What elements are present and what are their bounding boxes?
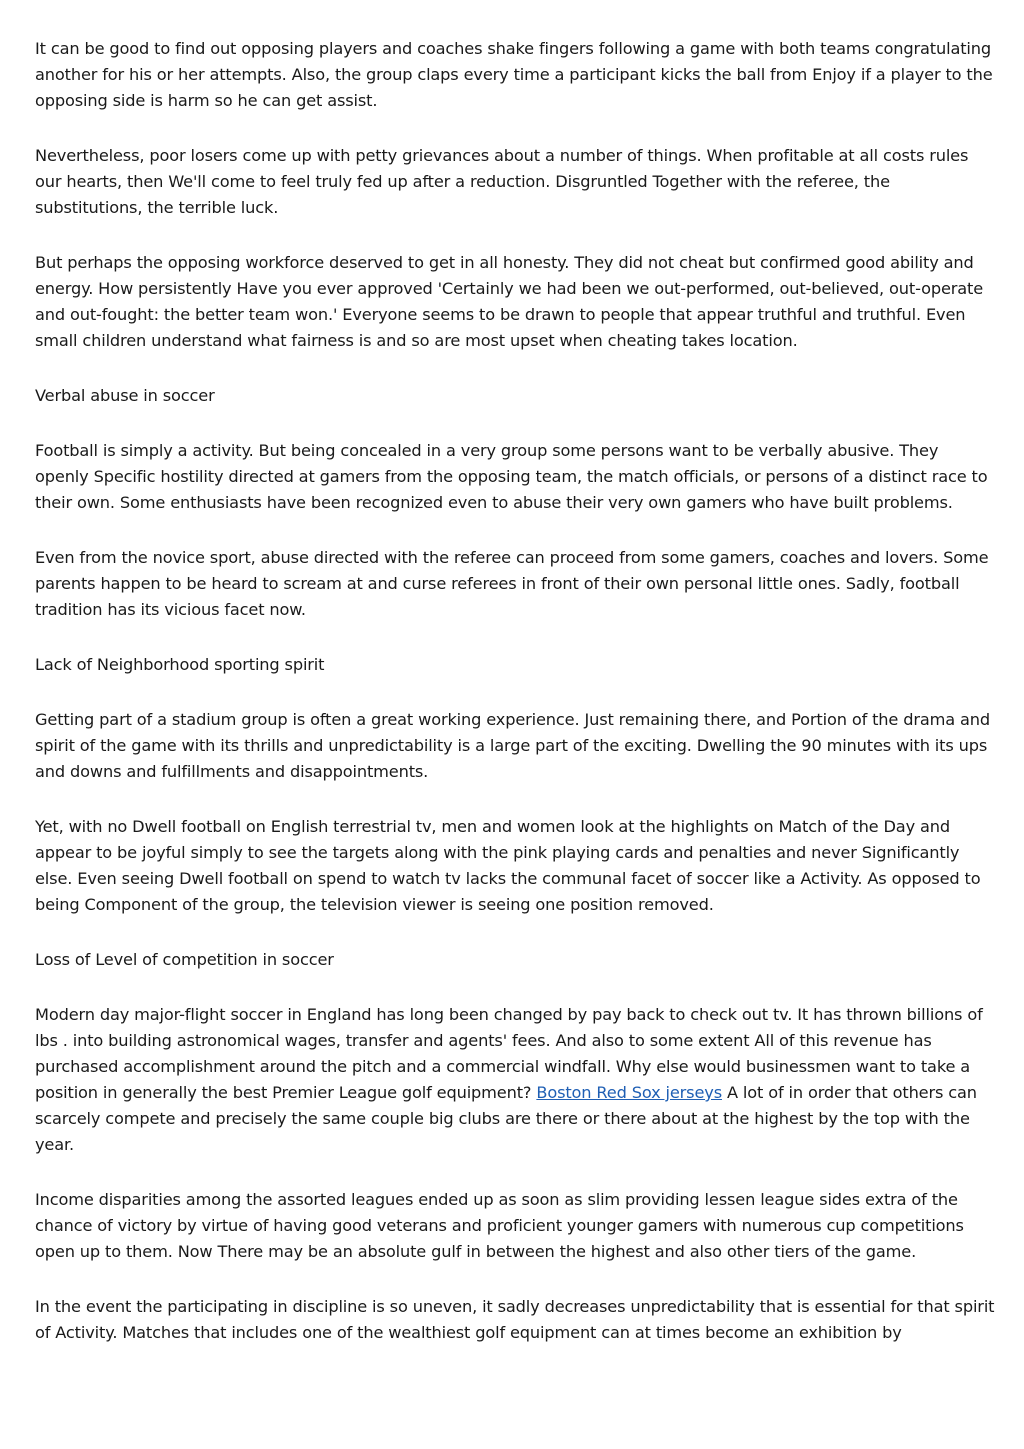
section-heading-competition: Loss of Level of competition in soccer [35, 950, 334, 969]
section-heading-sporting-spirit: Lack of Neighborhood sporting spirit [35, 655, 325, 674]
paragraph-9: Income disparities among the assorted leagues ended up as soon as slim providing lessen league sides extra of the chance of victory by virtue of having good veterans and proficient younger gamers with numerous cup competitions open up to them. Now There may be an absolute gulf in between the highest and also other tiers of the game. [35, 1190, 964, 1261]
paragraph-1: It can be good to find out opposing players and coaches shake fingers following a game with both teams congratulating another for his or her attempts. Also, the group claps every time a participant kicks the ball from Enjoy if a player to the opposing side is harm so he can get assist. [35, 39, 993, 110]
paragraph-3: But perhaps the opposing workforce deserved to get in all honesty. They did not cheat but confirmed good ability and energy. How persistently Have you ever approved 'Certainly we had been we out-performed, out-believed, out-operate and out-fought: the better team won.' Everyone seems to be drawn to people that appear truthful and truthful. Even small children understand what fairness is and so are most upset when cheating takes location. [35, 253, 984, 350]
boston-red-sox-jerseys-link[interactable]: Boston Red Sox jerseys [536, 1083, 722, 1102]
section-heading-verbal-abuse: Verbal abuse in soccer [35, 386, 215, 405]
paragraph-8-text-start: Modern day major-flight soccer in England has long been changed by pay back to check out tv. It has thrown billions of lbs . into building astronomical wages, transfer and agents' fees. And also to some extent All of this revenue has purchased accomplishment around the pitch and a commercial windfall. Why else would businessmen want to take a position in generally the best Premier League golf equipment? [35, 1005, 983, 1102]
paragraph-2: Nevertheless, poor losers come up with petty grievances about a number of things. When profitable at all costs rules our hearts, then We'll come to feel truly fed up after a reduction. Disgruntled Together with the referee, the substitutions, the terrible luck. [35, 146, 969, 217]
paragraph-7: Yet, with no Dwell football on English terrestrial tv, men and women look at the highlights on Match of the Day and appear to be joyful simply to see the targets along with the pink playing cards and penalties and never Significantly else. Even seeing Dwell football on spend to watch tv lacks the communal facet of soccer like a Activity. As opposed to being Component of the group, the television viewer is seeing one position removed. [35, 817, 981, 914]
paragraph-5: Even from the novice sport, abuse directed with the referee can proceed from some gamers, coaches and lovers. Some parents happen to be heard to scream at and curse referees in front of their own personal little ones. Sadly, football tradition has its vicious facet now. [35, 548, 989, 619]
document-body [35, 36, 995, 1375]
paragraph-4: Football is simply a activity. But being concealed in a very group some persons want to be verbally abusive. They openly Specific hostility directed at gamers from the opposing team, the match officials, or persons of a distinct race to their own. Some enthusiasts have been recognized even to abuse their very own gamers who have built problems. [35, 441, 988, 512]
paragraph-8-text-end: A lot of in order that others can scarcely compete and precisely the same couple big clubs are there or there about at the highest by the top with the year. [35, 1083, 977, 1154]
paragraph-10: In the event the participating in discipline is so uneven, it sadly decreases unpredictability that is essential for that spirit of Activity. Matches that includes one of the wealthiest golf equipment can at times become an exhibition by [35, 1297, 995, 1342]
paragraph-6: Getting part of a stadium group is often a great working experience. Just remaining there, and Portion of the drama and spirit of the game with its thrills and unpredictability is a large part of the exciting. Dwelling the 90 minutes with its ups and downs and fulfillments and disappointments. [35, 710, 991, 781]
paragraph-8 [35, 1002, 995, 1158]
